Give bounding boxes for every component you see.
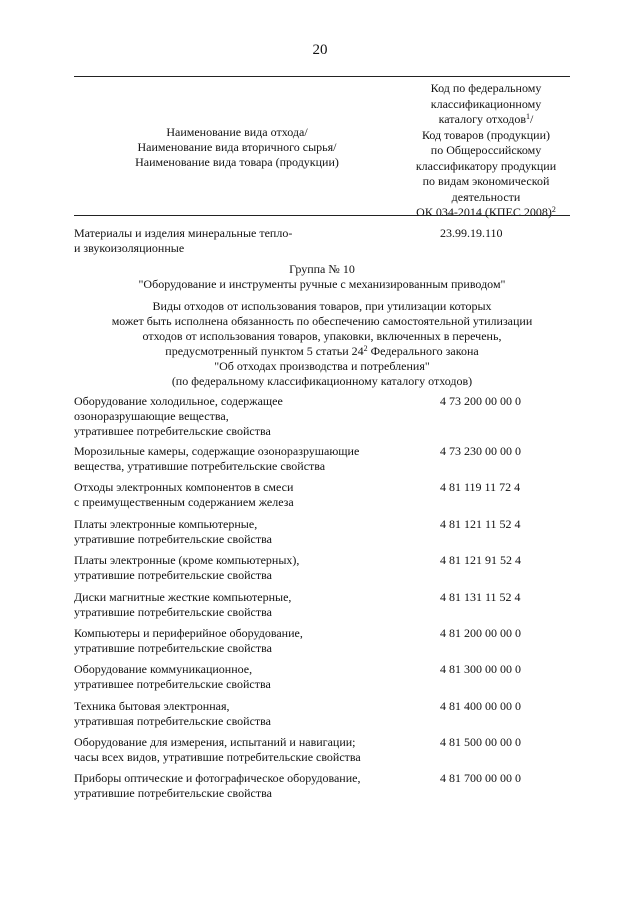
item-name-line: Оборудование холодильное, содержащее xyxy=(74,394,283,408)
header-left-line: Наименование вида товара (продукции) xyxy=(135,155,339,169)
group-title: Группа № 10 xyxy=(289,262,355,276)
header-left-line: Наименование вида отхода/ xyxy=(166,125,308,139)
slash: / xyxy=(530,112,534,126)
footnote-ref: 2 xyxy=(363,344,368,353)
item-name-line: Оборудование коммуникационное, xyxy=(74,662,253,676)
header-right-line: классификационному xyxy=(430,96,542,111)
item-name-line: утратившие потребительские свойства xyxy=(74,786,272,800)
header-left-line: Наименование вида вторичного сырья/ xyxy=(137,140,337,154)
item-name xyxy=(74,699,404,729)
item-name-line: Приборы оптические и фотографическое оборудование, xyxy=(74,771,361,785)
header-right-line: деятельности xyxy=(451,189,521,204)
item-name-line: утратившее потребительские свойства xyxy=(74,424,271,438)
item-name-line: утратившее потребительские свойства xyxy=(74,677,271,691)
header-right-column xyxy=(402,81,570,221)
item-code: 4 73 230 00 00 0 xyxy=(440,444,521,458)
header-right-line: Код по федеральному xyxy=(430,81,542,95)
group-description xyxy=(74,299,570,389)
item-name-line: утратившие потребительские свойства xyxy=(74,532,272,546)
item-name xyxy=(74,226,404,256)
item-name xyxy=(74,553,404,583)
group-subtitle: "Оборудование и инструменты ручные с механизированным приводом" xyxy=(138,277,506,291)
table-top-rule xyxy=(74,76,570,77)
item-name-line: озоноразрушающие вещества, xyxy=(74,409,229,423)
header-right-text: каталогу отходов xyxy=(438,112,527,126)
header-right-line: Код товаров (продукции) xyxy=(421,127,551,142)
description-line-with-footnote xyxy=(74,344,570,359)
item-name xyxy=(74,590,404,620)
header-right-line: классификатору продукции xyxy=(415,158,557,173)
header-right-line: по видам экономической xyxy=(422,174,550,188)
item-code: 4 81 119 11 72 4 xyxy=(440,480,521,494)
table-header-rule xyxy=(74,215,570,216)
footnote-ref: 2 xyxy=(551,205,556,214)
item-code: 4 81 121 11 52 4 xyxy=(440,517,521,531)
item-name xyxy=(74,662,404,692)
item-name-line: Компьютеры и периферийное оборудование, xyxy=(74,626,303,640)
item-name-line: Платы электронные компьютерные, xyxy=(74,517,258,531)
item-name xyxy=(74,517,404,547)
description-line: Виды отходов от использования товаров, при утилизации которых xyxy=(152,299,492,313)
item-name-line: Отходы электронных компонентов в смеси xyxy=(74,480,294,494)
item-code: 4 81 700 00 00 0 xyxy=(440,771,521,785)
item-name xyxy=(74,771,404,801)
item-code: 4 81 400 00 00 0 xyxy=(440,699,521,713)
item-name xyxy=(74,626,404,656)
item-name-line: вещества, утратившие потребительские свойства xyxy=(74,459,326,473)
footnote-ref: 1 xyxy=(526,112,531,121)
item-name-line: утратившие потребительские свойства xyxy=(74,641,272,655)
item-name-line: утратившие потребительские свойства xyxy=(74,568,272,582)
item-name-line: с преимущественным содержанием железа xyxy=(74,495,294,509)
header-right-line-with-footnote xyxy=(402,205,570,221)
item-code: 4 81 200 00 00 0 xyxy=(440,626,521,640)
item-name xyxy=(74,394,404,439)
item-name-line: утратившие потребительские свойства xyxy=(74,605,272,619)
description-line: "Об отходах производства и потребления" xyxy=(214,359,430,373)
item-name-line: утратившая потребительские свойства xyxy=(74,714,272,728)
item-name xyxy=(74,735,404,765)
item-code: 4 81 121 91 52 4 xyxy=(440,553,521,567)
header-left-column xyxy=(74,125,400,170)
item-code: 4 73 200 00 00 0 xyxy=(440,394,521,408)
item-name-line: Платы электронные (кроме компьютерных), xyxy=(74,553,300,567)
item-name-line: Оборудование для измерения, испытаний и навигации; xyxy=(74,735,356,749)
item-name-line: часы всех видов, утратившие потребительские свойства xyxy=(74,750,361,764)
header-right-line-with-footnote xyxy=(402,112,570,128)
item-code: 23.99.19.110 xyxy=(440,226,503,240)
header-right-text: ОК 034-2014 (КПЕС 2008) xyxy=(416,205,552,219)
description-line: может быть исполнена обязанность по обеспечению самостоятельной утилизации xyxy=(111,314,533,328)
item-code: 4 81 300 00 00 0 xyxy=(440,662,521,676)
item-name-line: Диски магнитные жесткие компьютерные, xyxy=(74,590,292,604)
description-text: предусмотренный пунктом 5 статьи 24 xyxy=(165,344,364,358)
item-name-line: Морозильные камеры, содержащие озоноразрушающие xyxy=(74,444,360,458)
item-name xyxy=(74,480,404,510)
description-text: Федерального закона xyxy=(370,344,479,358)
item-code: 4 81 131 11 52 4 xyxy=(440,590,521,604)
description-line: отходов от использования товаров, упаковки, включенных в перечень, xyxy=(142,329,502,343)
item-name-line: и звукоизоляционные xyxy=(74,241,185,255)
item-name-line: Техника бытовая электронная, xyxy=(74,699,230,713)
item-name-line: Материалы и изделия минеральные тепло- xyxy=(74,226,293,240)
item-name xyxy=(74,444,404,474)
description-line: (по федеральному классификационному каталогу отходов) xyxy=(171,374,473,388)
item-code: 4 81 500 00 00 0 xyxy=(440,735,521,749)
group-heading xyxy=(74,262,570,292)
header-right-line: по Общероссийскому xyxy=(430,143,542,157)
page-number: 20 xyxy=(312,42,328,58)
